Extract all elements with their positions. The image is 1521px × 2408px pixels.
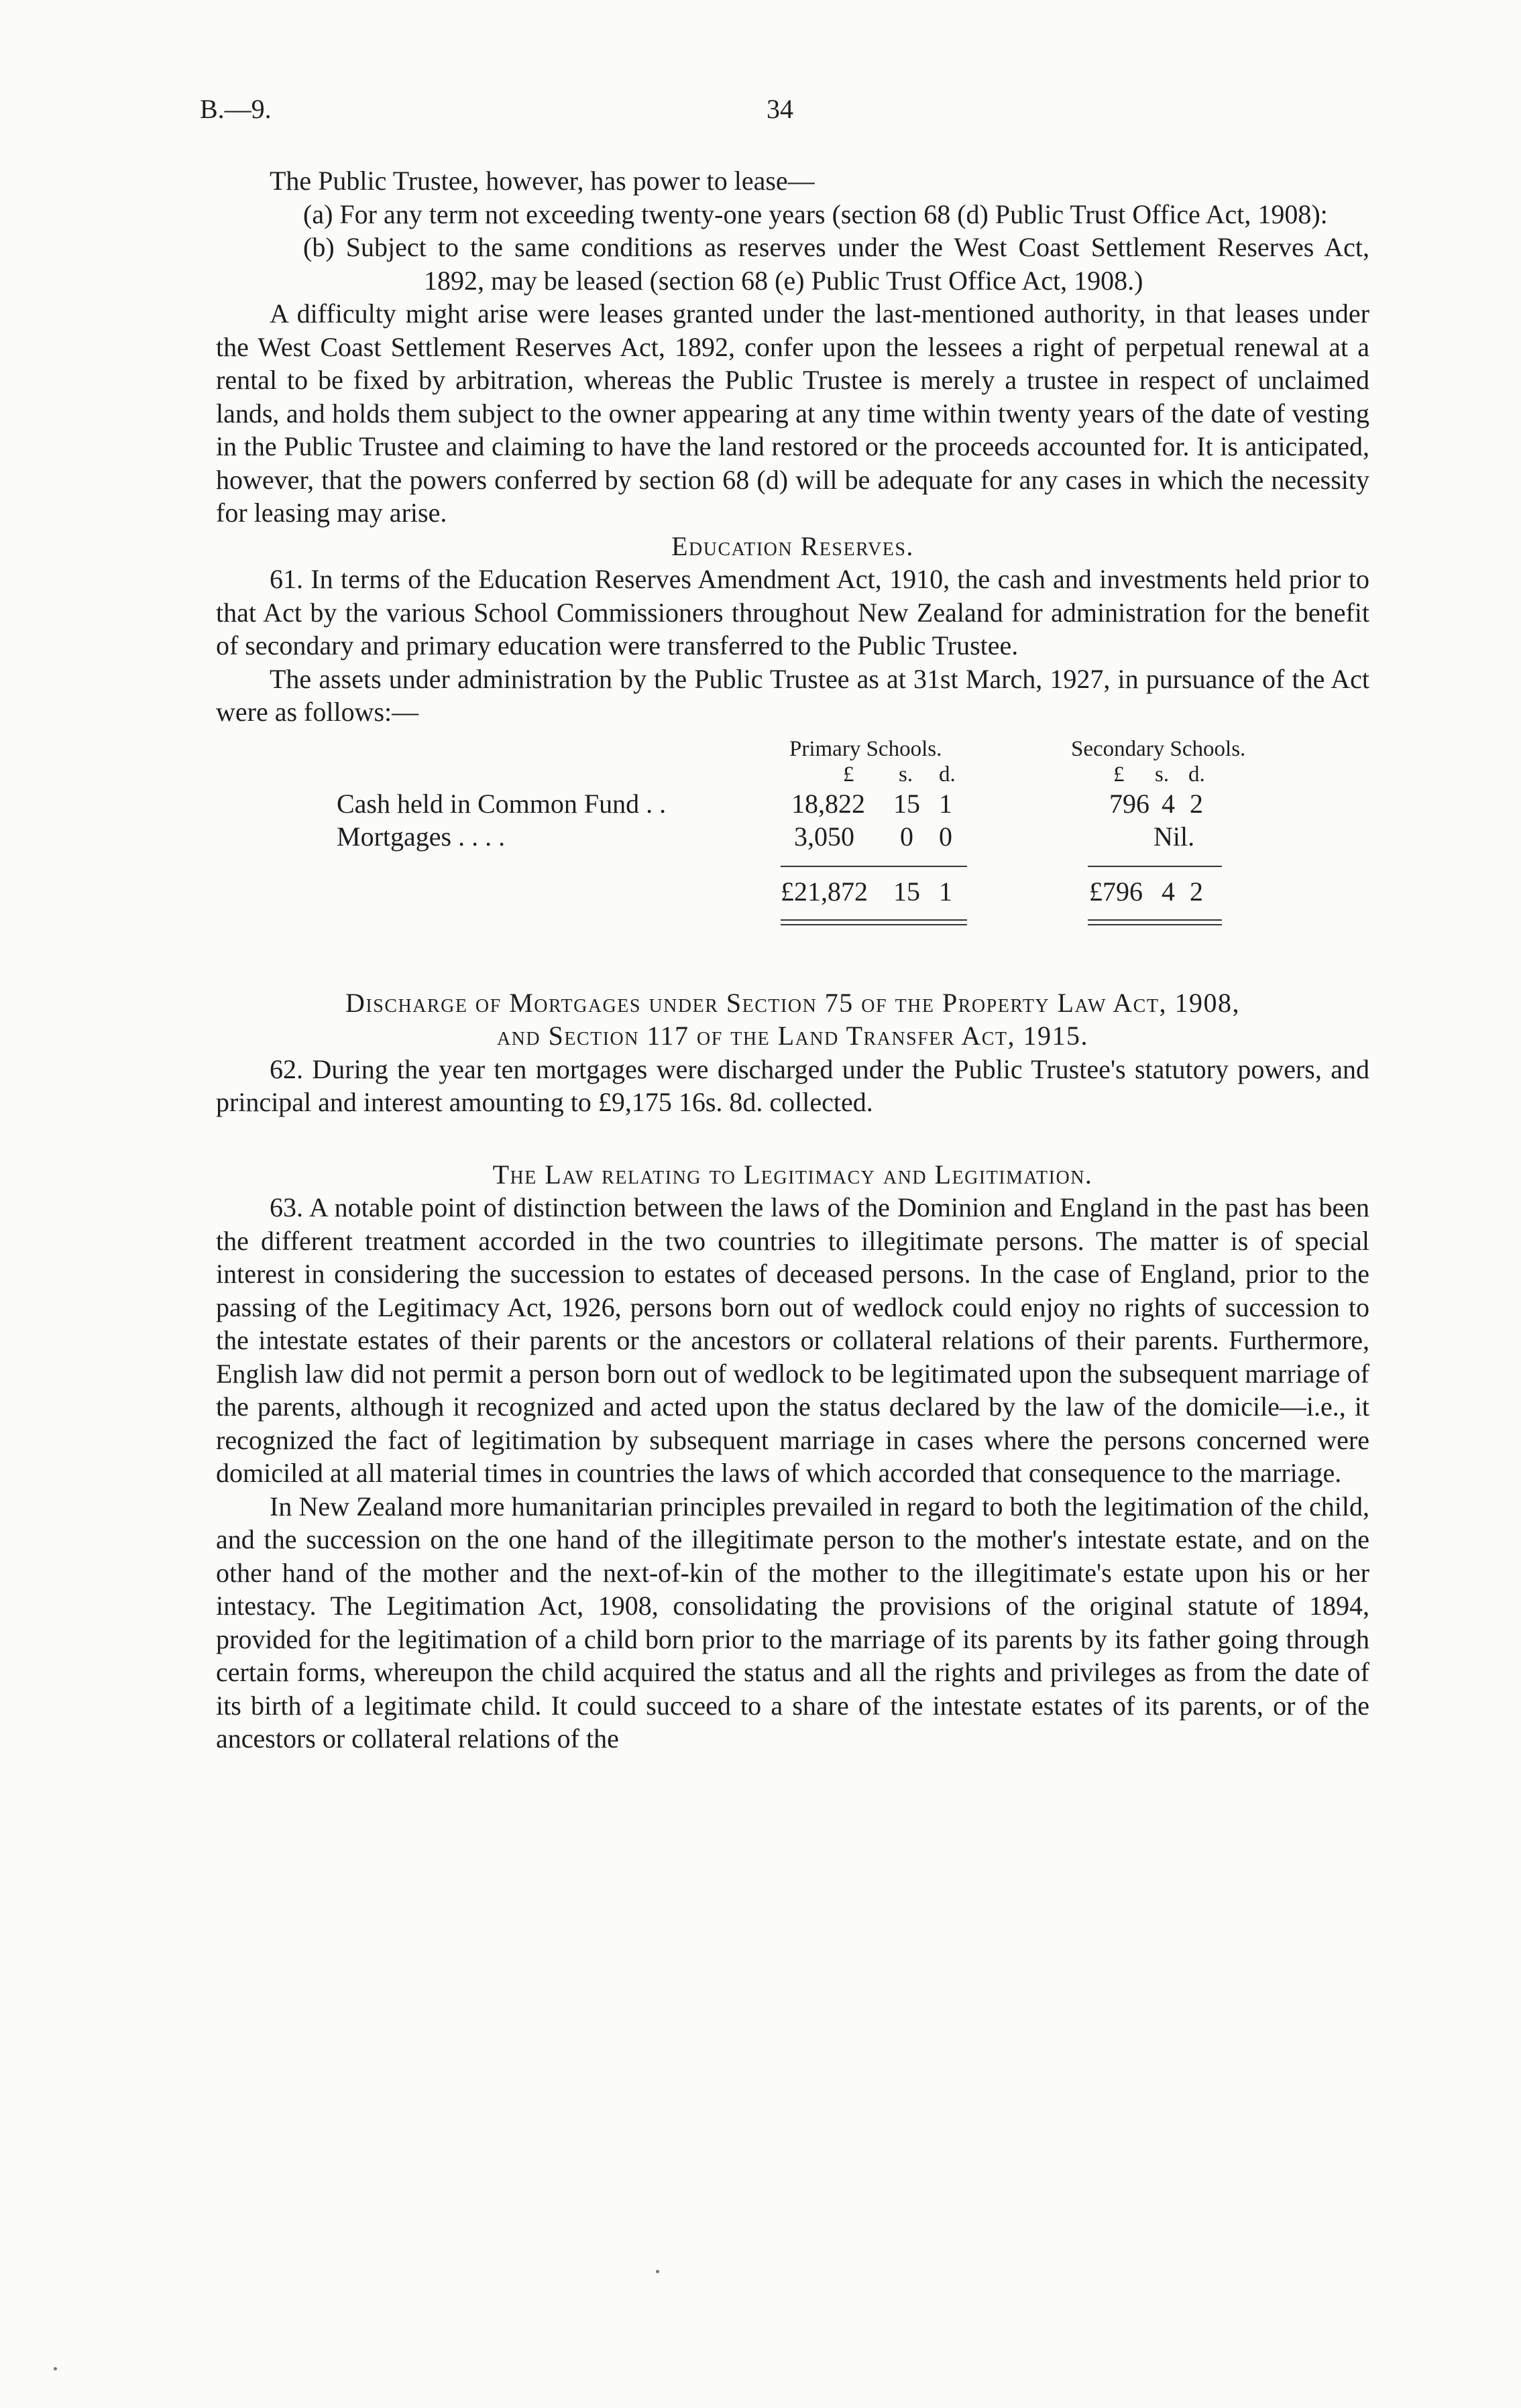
row-cash-secondary-shillings: 4 (1162, 788, 1175, 819)
discharge-heading-line-2: and Section 117 of the Land Transfer Act, 1915. (496, 1021, 1089, 1051)
paper-speck (656, 2270, 659, 2273)
new-zealand-paragraph: In New Zealand more humanitarian principles prevailed in regard to both the legitimation of the child, and the succession on the one hand of the illegitimate person to the mother's intestate estate, and on the other hand of the mother and the next-of-kin of the mother to the illegitimate's estate upon his or her intestacy. The Legitimation Act, 1908, consolidating the provisions of the original statute of 1894, provided for the legitimation of a child born prior to the marriage of its parents by its father going through certain forms, whereupon the child acquired the status and all the rights and privileges as from the date of its birth of a legitimate child. It could succeed to a share of the intestate estates of its parents, or of the ancestors or collateral relations of the (216, 1491, 1369, 1754)
paper-speck (54, 2367, 57, 2370)
row-cash-primary-pence: 1 (939, 788, 952, 819)
section-spacer (216, 1119, 1369, 1158)
primary-pence-unit: d. (939, 762, 956, 787)
col-header-secondary: Secondary Schools. (1071, 736, 1246, 761)
row-cash-secondary-pence: 2 (1190, 788, 1203, 819)
paragraph-61: 61. In terms of the Education Reserves Amendment Act, 1910, the cash and investments held prior to that Act by the various School Commissioners throughout New Zealand for administration for the benefit of secondary and primary education were transferred to the Public Trustee. (216, 564, 1369, 661)
legitimacy-heading: The Law relating to Legitimacy and Legitimation. (492, 1159, 1093, 1190)
row-cash-primary-shillings: 15 (893, 788, 920, 819)
primary-shilling-unit: s. (899, 762, 913, 787)
secondary-shilling-unit: s. (1155, 762, 1170, 787)
total-double-rule-secondary-bottom (1088, 924, 1222, 925)
secondary-pence-unit: d. (1188, 762, 1205, 787)
discharge-heading-line-1: Discharge of Mortgages under Section 75 of the Property Law Act, 1908, (345, 987, 1240, 1018)
total-primary-pence: 1 (939, 876, 952, 907)
total-double-rule-secondary-top (1088, 919, 1222, 921)
row-mortgages-secondary-nil: Nil. (1153, 821, 1195, 852)
row-mortgages-primary-pounds: 3,050 (794, 821, 854, 852)
subtotal-rule-primary (781, 866, 967, 867)
assets-table (216, 732, 1369, 986)
row-mortgages-primary-shillings: 0 (900, 821, 913, 852)
total-secondary-pounds: £796 (1089, 876, 1143, 907)
row-cash-primary-pounds: 18,822 (791, 788, 865, 819)
lease-item-a: (a) For any term not exceeding twenty-one years (section 68 (d) Public Trust Office Act, 1908): (303, 198, 1328, 229)
total-primary-pounds: £21,872 (781, 876, 868, 907)
row-mortgages-label: Mortgages . . . . (337, 821, 506, 852)
total-primary-shillings: 15 (893, 876, 920, 907)
paragraph-63: 63. A notable point of distinction between the laws of the Dominion and England in the past has been the different treatment accorded in the two countries to illegitimate persons. The matter is of special interest in considering the succession to estates of deceased persons. In the case of England, prior to the passing of the Legitimacy Act, 1926, persons born out of wedlock could enjoy no rights of succession to the intestate estates of their parents or the ancestors or collateral relations of their parents. Furthermore, English law did not permit a person born out of wedlock to be legitimated upon the subsequent marriage of the parents, although it recognized and acted upon the status declared by the law of the domicile—i.e., it recognized the fact of legitimation by subsequent marriage in cases where the persons concerned were domiciled at all material times in countries the laws of which accorded that consequence to the marriage. (216, 1192, 1369, 1488)
secondary-pound-unit: £ (1113, 762, 1125, 787)
total-double-rule-primary-bottom (781, 924, 967, 925)
total-double-rule-primary-top (781, 919, 967, 921)
subtotal-rule-secondary (1088, 866, 1222, 867)
lease-difficulty-paragraph: A difficulty might arise were leases granted under the last-mentioned authority, in that leases under the West Coast Settlement Reserves Act, 1892, confer upon the lessees a right of perpetual renewal at a rental to be fixed by arbitration, whereas the Public Trustee is merely a trustee in respect of unclaimed lands, and holds them subject to the owner appearing at any time within twenty years of the date of vesting in the Public Trustee and claiming to have the land restored or the proceeds accounted for. It is anticipated, however, that the powers conferred by section 68 (d) will be adequate for any cases in which the necessity for leasing may arise. (216, 298, 1369, 528)
total-secondary-shillings: 4 (1162, 876, 1175, 907)
document-reference: B.—9. (200, 94, 272, 124)
row-cash-label: Cash held in Common Fund . . (337, 788, 667, 819)
page-body (216, 164, 1369, 1756)
lease-item-b: (b) Subject to the same conditions as reserves under the West Coast Settlement Reserves Act, 1892, may be leased (section 68 (e) Public Trust Office Act, 1908.) (303, 232, 1369, 296)
total-secondary-pence: 2 (1190, 876, 1203, 907)
education-reserves-heading: Education Reserves. (671, 530, 914, 561)
col-header-primary: Primary Schools. (789, 736, 942, 761)
row-cash-secondary-pounds: 796 (1109, 788, 1149, 819)
primary-pound-unit: £ (843, 762, 854, 787)
paragraph-62: 62. During the year ten mortgages were discharged under the Public Trustee's statutory powers, and principal and interest amounting to £9,175 16s. 8d. collected. (216, 1053, 1369, 1117)
assets-intro: The assets under administration by the Public Trustee as at 31st March, 1927, in pursuance of the Act were as follows:— (216, 663, 1369, 727)
row-mortgages-primary-pence: 0 (939, 821, 952, 852)
lease-intro: The Public Trustee, however, has power to lease— (270, 166, 815, 196)
page-number: 34 (767, 94, 793, 124)
